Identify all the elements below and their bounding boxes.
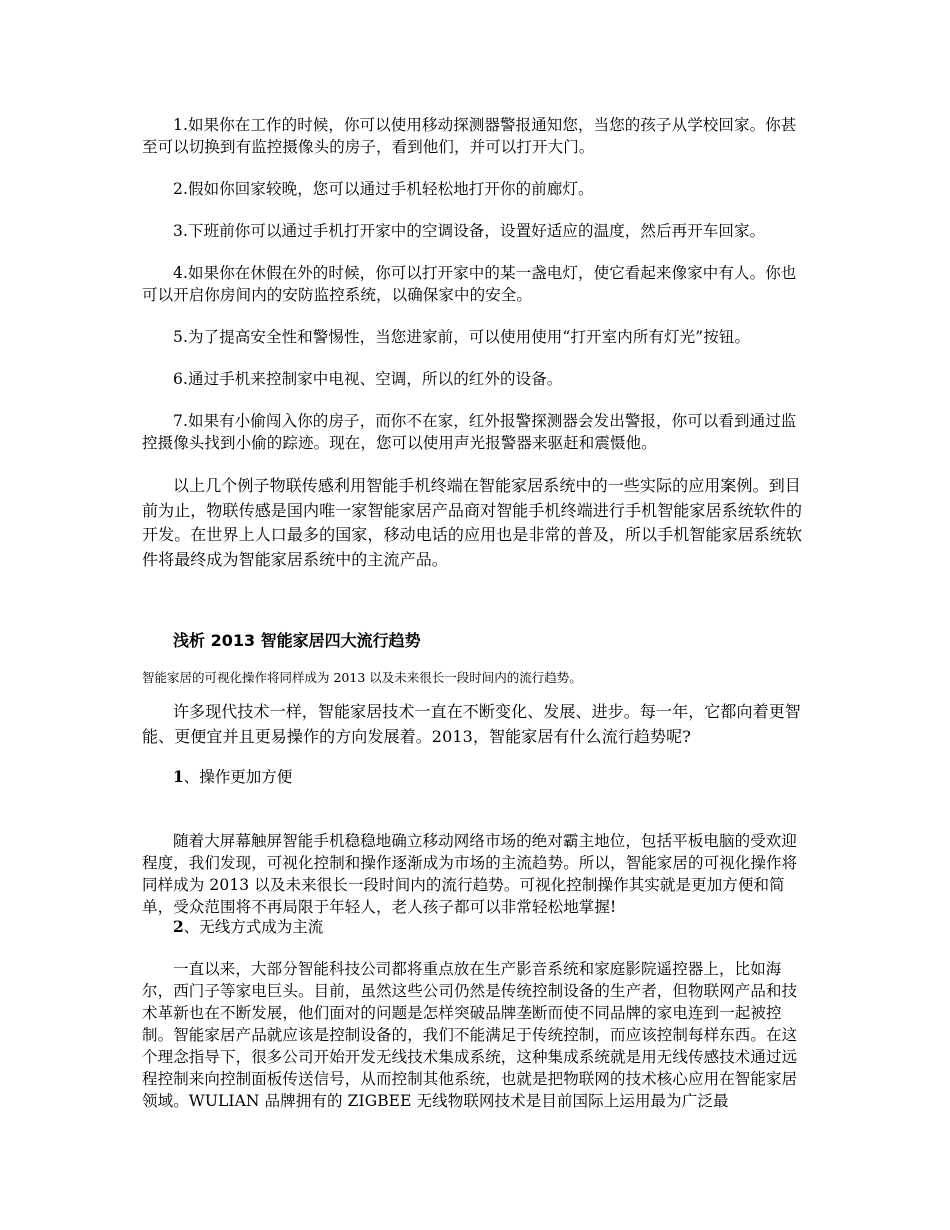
list-item-6: 6.通过手机来控制家中电视、空调，所以的红外的设备。 [173,370,563,388]
article-subnote: 智能家居的可视化操作将同样成为 2013 以及未来很长一段时间内的流行趋势。 [142,670,582,685]
section-heading-2 [173,916,323,938]
article-title: 浅析 2013 智能家居四大流行趋势 [173,631,421,650]
section-body-1: 随着大屏幕触屏智能手机稳稳地确立移动网络市场的绝对霸主地位，包括平板电脑的受欢迎程度，我们发现，可视化控制和操作逐渐成为市场的主流趋势。所以，智能家居的可视化操作将同样成为 2013 以及未来很长一段时间内的流行趋势。可视化控制操作其实就是更加方便和简单，受众范围将不再局限于年轻人，老人孩子都可以非常轻松地掌握! [142,832,798,916]
list-item-5: 5.为了提高安全性和警惕性，当您进家前，可以使用使用“打开室内所有灯光”按钮。 [173,328,751,346]
article-intro: 许多现代技术一样，智能家居技术一直在不断变化、发展、进步。每一年，它都向着更智能、更便宜并且更易操作的方向发展着。2013，智能家居有什么流行趋势呢? [142,702,801,746]
list-item-2: 2.假如你回家较晚，您可以通过手机轻松地打开你的前廊灯。 [173,180,594,198]
section-number-2: 2 [173,917,184,936]
section-body-2: 一直以来，大部分智能科技公司都将重点放在生产影音系统和家庭影院遥控器上，比如海尔，西门子等家电巨头。目前，虽然这些公司仍然是传统控制设备的生产者，但物联网产品和技术革新也在不断发展，他们面对的问题是怎样突破品牌垄断而使不同品牌的家电连到一起被控制。智能家居产品就应该是控制设备的，我们不能满足于传统控制，而应该控制每样东西。在这个理念指导下，很多公司开始开发无线技术集成系统，这种集成系统就是用无线传感技术通过远程控制来向控制面板传送信号，从而控制其他系统，也就是把物联网的技术核心应用在智能家居领域。WULIAN 品牌拥有的 ZIGBEE 无线物联网技术是目前国际上运用最为广泛最 [142,960,798,1110]
section-number-1: 1 [173,767,184,786]
section-title-1: 、操作更加方便 [183,768,293,786]
section-title-2: 、无线方式成为主流 [183,918,324,936]
list-item-7: 7.如果有小偷闯入你的房子，而你不在家，红外报警探测器会发出警报，你可以看到通过监控摄像头找到小偷的踪迹。现在，您可以使用声光报警器来驱赶和震慑他。 [142,412,797,452]
summary-paragraph: 以上几个例子物联传感利用智能手机终端在智能家居系统中的一些实际的应用案例。到目前为止，物联传感是国内唯一家智能家居产品商对智能手机终端进行手机智能家居系统软件的开发。在世界上人口最多的国家，移动电话的应用也是非常的普及，所以手机智能家居系统软件将最终成为智能家居系统中的主流产品。 [142,476,803,569]
section-heading-1 [173,766,292,788]
list-item-1: 1.如果你在工作的时候，你可以使用移动探测器警报通知您，当您的孩子从学校回家。你甚至可以切换到有监控摄像头的房子，看到他们，并可以打开大门。 [142,116,797,156]
list-item-4: 4.如果你在休假在外的时候，你可以打开家中的某一盏电灯，使它看起来像家中有人。你也可以开启你房间内的安防监控系统，以确保家中的安全。 [142,264,797,304]
list-item-3: 3.下班前你可以通过手机打开家中的空调设备，设置好适应的温度，然后再开车回家。 [173,222,766,240]
